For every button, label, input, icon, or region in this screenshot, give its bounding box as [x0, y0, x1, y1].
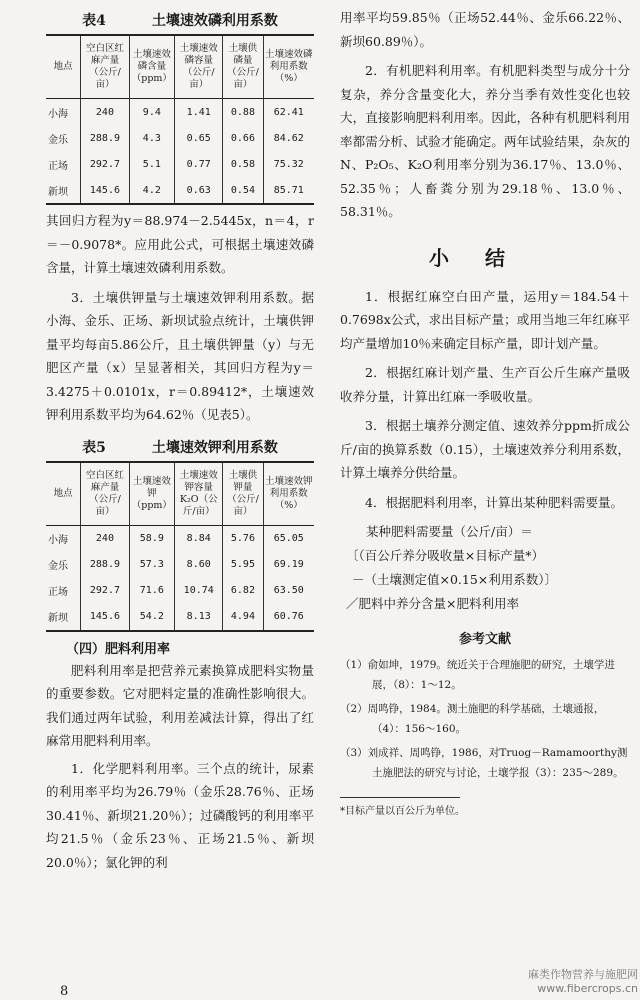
fertilizer-efficiency-paragraph: 肥料利用率是把营养元素换算成肥料实物量的重要参数。它对肥料定量的准确性影响很大。我们通过两年试验，利用差减法计算，得出了红麻常用肥料利用率。	[46, 662, 314, 748]
table-cell: 288.9	[81, 125, 129, 151]
table-cell: 金乐	[48, 561, 68, 572]
table-row	[46, 151, 314, 177]
table-cell: 正场	[48, 587, 68, 598]
fertilizer-formula	[340, 520, 630, 616]
table4-header: 土壤供磷量（公斤/亩）	[223, 35, 263, 99]
reference-item: （2）周鸣铮，1984。测土施肥的科学基础，土壤通报，（4）：156～160。	[340, 703, 605, 735]
table-cell: 63.50	[263, 578, 314, 604]
table-cell: 75.32	[263, 151, 314, 177]
table4-header-row	[46, 35, 314, 99]
table-cell: 金乐	[48, 134, 68, 146]
table-cell: 新坝	[48, 186, 68, 198]
table4-header: 地点	[53, 61, 73, 72]
table-cell: 新坝	[48, 613, 68, 624]
table-cell: 0.65	[175, 125, 223, 151]
table5-header: 土壤速效钾（ppm）	[129, 462, 175, 526]
table-cell: 85.71	[263, 177, 314, 204]
table-cell: 5.1	[129, 151, 175, 177]
table-cell: 0.58	[223, 151, 263, 177]
summary-item: 4．根据肥料利用率，计算出某种肥料需要量。	[365, 494, 623, 510]
table-cell: 4.2	[129, 177, 175, 204]
formula-line: ／肥料中养分含量×肥料利用率	[346, 596, 519, 611]
footnote: *目标产量以百公斤为单位。	[340, 806, 465, 817]
table-cell: 65.05	[263, 525, 314, 552]
table5	[46, 461, 314, 632]
footnote-divider	[340, 797, 460, 798]
reference-item: （3）刘成祥、周鸣铮，1986，对Truog－Ramamoorthy测土施肥法的研究与讨论，土壤学报（3）：235～289。	[340, 747, 628, 779]
table-cell: 小海	[48, 108, 68, 120]
table5-header: 土壤速效钾利用系数（%）	[263, 462, 314, 526]
references-title: 参考文献	[458, 632, 511, 647]
section-heading: （四）肥料利用率	[66, 641, 171, 657]
table-cell: 4.3	[129, 125, 175, 151]
table-cell: 62.41	[263, 99, 314, 126]
table-cell: 54.2	[129, 604, 175, 631]
table-cell: 69.19	[263, 552, 314, 578]
summary-item: 1．根据红麻空白田产量，运用y＝184.54＋0.7698x公式，求出目标产量；或用当地三年红麻平均产量增加10％来确定目标产量，即计划产量。	[340, 288, 630, 351]
table-cell: 8.60	[175, 552, 223, 578]
chemical-fertilizer-paragraph: 1．化学肥料利用率。三个点的统计，尿素的利用率平均为26.79％（金乐28.76％、正场30.41％、新坝21.20％）；过磷酸钙的利用率平均21.5％（金乐23％、正场21.5％、新坝20.0％）；氯化钾的利	[46, 760, 314, 870]
table4	[46, 34, 314, 205]
table-cell: 小海	[48, 535, 68, 546]
table5-header: 土壤供钾量（公斤/亩）	[223, 462, 263, 526]
watermark-line: 麻类作物营养与施肥网	[528, 968, 638, 981]
regression-paragraph: 其回归方程为y＝88.974－2.5445x，n＝4，r＝－0.9078*。应用此公式，可根据土壤速效磷含量，计算土壤速效磷利用系数。	[46, 213, 314, 275]
table-cell: 58.9	[129, 525, 175, 552]
table-cell: 57.3	[129, 552, 175, 578]
table-cell: 10.74	[175, 578, 223, 604]
table-cell: 0.88	[223, 99, 263, 126]
table-cell: 240	[81, 525, 129, 552]
organic-fertilizer-paragraph: 2．有机肥料利用率。有机肥料类型与成分十分复杂，养分含量变化大，养分当季有效性变化也较大，直接影响肥料利用率。因此，各种有机肥料利用率都需分析、试验才能确定。两年试验结果，杂灰的N、P₂O₅、K₂O利用率分别为36.17％、13.0％、52.35％；人畜粪分别为29.18％、13.0％、58.31％。	[340, 63, 630, 219]
table-cell: 0.66	[223, 125, 263, 151]
formula-line: 某种肥料需要量（公斤/亩）＝	[366, 524, 533, 539]
table-cell: 292.7	[81, 578, 129, 604]
reference-item: （1）俞如坤，1979。统近关于合理施肥的研究，土壤学进展，（8）：1～12。	[340, 659, 615, 691]
table-row	[46, 578, 314, 604]
table-cell: 288.9	[81, 552, 129, 578]
page-number: 8	[60, 984, 69, 999]
table-cell: 4.94	[223, 604, 263, 631]
table4-header: 空白区红麻产量（公斤/亩）	[81, 35, 129, 99]
table5-title: 土壤速效钾利用系数	[151, 439, 278, 456]
table-row	[46, 99, 314, 126]
table-cell: 6.82	[223, 578, 263, 604]
summary-item: 2．根据红麻计划产量、生产百公斤生麻产量吸收养分量，计算出红麻一季吸收量。	[340, 365, 630, 404]
table-cell: 240	[81, 99, 129, 126]
table-cell: 71.6	[129, 578, 175, 604]
table5-header-row	[46, 462, 314, 526]
table4-header: 土壤速效磷含量（ppm）	[129, 35, 175, 99]
formula-line: －（土壤测定值×0.15×利用系数）〕	[352, 572, 558, 587]
table-row	[46, 552, 314, 578]
formula-line: 〔（百公斤养分吸收量×目标产量*）	[346, 548, 544, 563]
table-cell: 8.84	[175, 525, 223, 552]
table-cell: 84.62	[263, 125, 314, 151]
site-watermark	[470, 968, 638, 996]
table4-header: 土壤速效磷利用系数（%）	[263, 35, 314, 99]
table-row	[46, 125, 314, 151]
table-cell: 145.6	[81, 604, 129, 631]
table-cell: 292.7	[81, 151, 129, 177]
table-cell: 5.95	[223, 552, 263, 578]
table-cell: 正场	[48, 160, 68, 172]
table-cell: 0.54	[223, 177, 263, 204]
table-cell: 145.6	[81, 177, 129, 204]
table5-header: 空白区红麻产量（公斤/亩）	[81, 462, 129, 526]
table-cell: 1.41	[175, 99, 223, 126]
right-column	[340, 6, 630, 817]
table-cell: 0.63	[175, 177, 223, 204]
table-row	[46, 177, 314, 204]
continued-paragraph: 用率平均59.85％（正场52.44％、金乐66.22％、新坝60.89％）。	[340, 10, 630, 49]
potassium-paragraph: 3．土壤供钾量与土壤速效钾利用系数。据小海、金乐、正场、新坝试验点统计，土壤供钾量平均每亩5.86公斤，且土壤供钾量（y）与无肥区产量（x）呈显著相关，其回归方程为y＝3.4275＋0.0101x，r＝0.89412*，土壤速效钾利用系数平均为64.62％（见表5）。	[46, 289, 314, 422]
watermark-line: www.fibercrops.cn	[537, 982, 638, 995]
table4-caption	[46, 10, 314, 30]
summary-title: 小结	[429, 245, 541, 270]
left-column	[46, 6, 314, 874]
table-row	[46, 604, 314, 631]
table4-number: 表4	[82, 13, 106, 29]
table5-header: 土壤速效钾容量K₂O（公斤/亩）	[175, 462, 223, 526]
summary-item: 3．根据土壤养分测定值、速效养分ppm折成公斤/亩的换算系数（0.15），土壤速效养分利用系数，计算土壤养分供给量。	[340, 418, 630, 480]
table-cell: 0.77	[175, 151, 223, 177]
table-cell: 5.76	[223, 525, 263, 552]
table-cell: 8.13	[175, 604, 223, 631]
table-row	[46, 525, 314, 552]
table5-number: 表5	[82, 439, 106, 456]
table4-header: 土壤速效磷容量（公斤/亩）	[175, 35, 223, 99]
table5-header: 地点	[53, 487, 73, 499]
table4-title: 土壤速效磷利用系数	[151, 13, 278, 29]
table-cell: 9.4	[129, 99, 175, 126]
table5-caption	[46, 437, 314, 457]
table-cell: 60.76	[263, 604, 314, 631]
